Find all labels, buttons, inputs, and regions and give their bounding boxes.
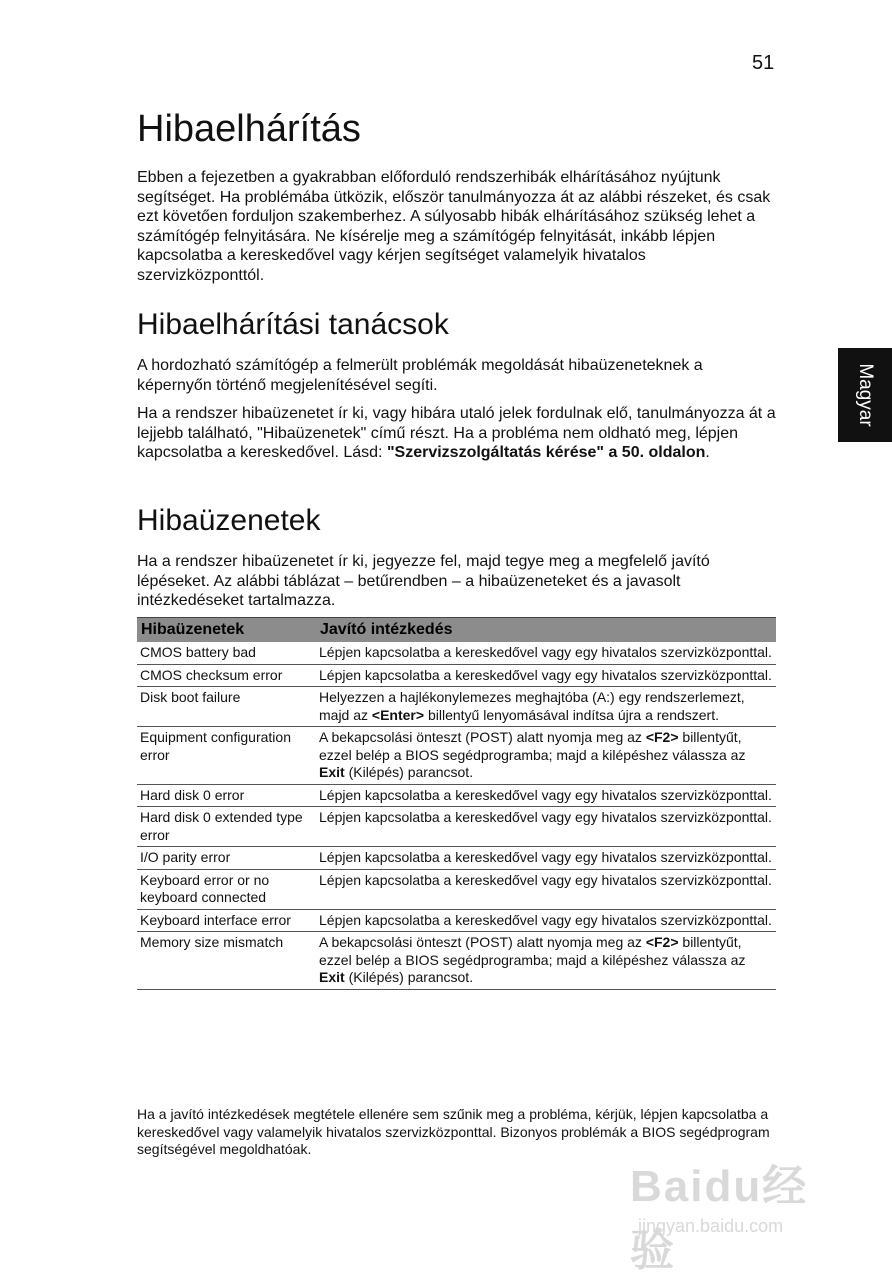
action-text: billentyű lenyomásával indítsa újra a rendszert.	[424, 706, 719, 723]
error-message-cell: I/O parity error	[137, 847, 316, 870]
messages-intro: Ha a rendszer hibaüzenetet ír ki, jegyezze fel, majd tegye meg a megfelelő javító lépéseket. Az alábbi táblázat – betűrendben – a hibaüzeneteket és a javasolt intézkedéseket tartalmazza.	[137, 553, 710, 610]
error-messages-table	[137, 617, 776, 990]
table-row	[137, 784, 776, 807]
error-message-cell: Hard disk 0 extended type error	[137, 807, 316, 847]
table-row	[137, 909, 776, 932]
table-row	[137, 807, 776, 847]
corrective-action-cell	[316, 687, 776, 727]
table-row	[137, 642, 776, 664]
corrective-action-cell: Lépjen kapcsolatba a kereskedővel vagy egy hivatalos szervizközponttal.	[316, 642, 776, 664]
footer-note: Ha a javító intézkedések megtétele ellenére sem szűnik meg a probléma, kérjük, lépjen kapcsolatba a kereskedővel vagy valamelyik hivatalos szervizközponttal. Bizonyos problémák a BIOS segédprogram segítségével megoldhatóak.	[137, 1106, 770, 1157]
corrective-action-cell: Lépjen kapcsolatba a kereskedővel vagy egy hivatalos szervizközponttal.	[316, 869, 776, 909]
corrective-action-cell	[316, 932, 776, 990]
header-corrective-action: Javító intézkedés	[316, 618, 776, 643]
table-row	[137, 727, 776, 785]
tips-paragraph-2	[137, 404, 777, 463]
error-message-cell: Hard disk 0 error	[137, 784, 316, 807]
tips-heading: Hibaelhárítási tanácsok	[137, 308, 449, 341]
header-error-message: Hibaüzenetek	[137, 618, 316, 643]
action-keyword: Exit	[319, 969, 345, 985]
watermark-brand: Baidu经验	[630, 1162, 809, 1275]
action-text: A bekapcsolási önteszt (POST) alatt nyomja meg az	[319, 729, 646, 745]
table-body	[137, 642, 776, 989]
corrective-action-cell: Lépjen kapcsolatba a kereskedővel vagy egy hivatalos szervizközponttal.	[316, 807, 776, 847]
tips-p2-end: .	[705, 444, 710, 462]
error-message-cell: Equipment configuration error	[137, 727, 316, 785]
action-keyword: <F2>	[645, 934, 679, 950]
service-request-link[interactable]: "Szervizszolgáltatás kérése" a 50. oldalon	[386, 444, 706, 462]
intro-paragraph: Ebben a fejezetben a gyakrabban előforduló rendszerhibák elhárításához nyújtunk segítséget. Ha problémába ütközik, először tanulmányozza át az alábbi részeket, és csak ezt követően forduljon szakemberhez. A súlyosabb hibák elhárításához szükség lehet a számítógép felnyitására. Ne kísérelje meg a számítógép felnyitását, inkább lépjen kapcsolatba a kereskedővel vagy kérjen segítséget valamelyik hivatalos szervizközponttól.	[137, 169, 771, 284]
side-tab-label: Magyar	[855, 363, 876, 427]
page-title: Hibaelhárítás	[137, 108, 361, 150]
action-text: (Kilépés) parancsot.	[344, 764, 474, 780]
corrective-action-cell: Lépjen kapcsolatba a kereskedővel vagy egy hivatalos szervizközponttal.	[316, 784, 776, 807]
tips-p2-text: Ha a rendszer hibaüzenetet ír ki, vagy hibára utaló jelek fordulnak elő, tanulmányozza át a lejjebb található, "Hibaüzenetek" című részt. Ha a probléma nem oldható meg, lépjen kapcsolatba a kereskedővel. Lásd:	[137, 405, 776, 462]
table-row	[137, 869, 776, 909]
action-keyword: Exit	[319, 764, 345, 780]
table-row	[137, 687, 776, 727]
table-row	[137, 664, 776, 687]
error-message-cell: Memory size mismatch	[137, 932, 316, 990]
error-message-cell: CMOS checksum error	[137, 664, 316, 687]
language-side-tab	[838, 348, 892, 442]
error-message-cell: CMOS battery bad	[137, 642, 316, 664]
corrective-action-cell: Lépjen kapcsolatba a kereskedővel vagy egy hivatalos szervizközponttal.	[316, 847, 776, 870]
table-row	[137, 932, 776, 990]
action-keyword: <Enter>	[371, 706, 425, 723]
action-keyword: <F2>	[645, 729, 679, 745]
action-text: billentyűt, ezzel belép a BIOS segédprogramba; majd a kilépéshez válassza az	[319, 934, 746, 968]
corrective-action-cell	[316, 727, 776, 785]
action-text: A bekapcsolási önteszt (POST) alatt nyomja meg az	[319, 934, 646, 950]
table-header-row	[137, 618, 776, 643]
action-text: Helyezzen a hajlékonylemezes meghajtóba (A:) egy rendszerlemezt, majd az	[319, 689, 745, 723]
corrective-action-cell: Lépjen kapcsolatba a kereskedővel vagy egy hivatalos szervizközponttal.	[316, 664, 776, 687]
corrective-action-cell: Lépjen kapcsolatba a kereskedővel vagy egy hivatalos szervizközponttal.	[316, 909, 776, 932]
error-message-cell: Keyboard error or no keyboard connected	[137, 869, 316, 909]
error-message-cell: Disk boot failure	[137, 687, 316, 727]
action-text: (Kilépés) parancsot.	[344, 969, 474, 985]
watermark-url: jingyan.baidu.com	[638, 1216, 784, 1236]
page-number: 51	[752, 52, 775, 74]
messages-heading: Hibaüzenetek	[137, 504, 321, 537]
table-row	[137, 847, 776, 870]
watermark	[630, 1150, 850, 1275]
tips-paragraph-1: A hordozható számítógép a felmerült problémák megoldását hibaüzeneteknek a képernyőn történő megjelenítésével segíti.	[137, 357, 703, 394]
error-message-cell: Keyboard interface error	[137, 909, 316, 932]
action-text: billentyűt, ezzel belép a BIOS segédprogramba; majd a kilépéshez válassza az	[319, 729, 746, 763]
